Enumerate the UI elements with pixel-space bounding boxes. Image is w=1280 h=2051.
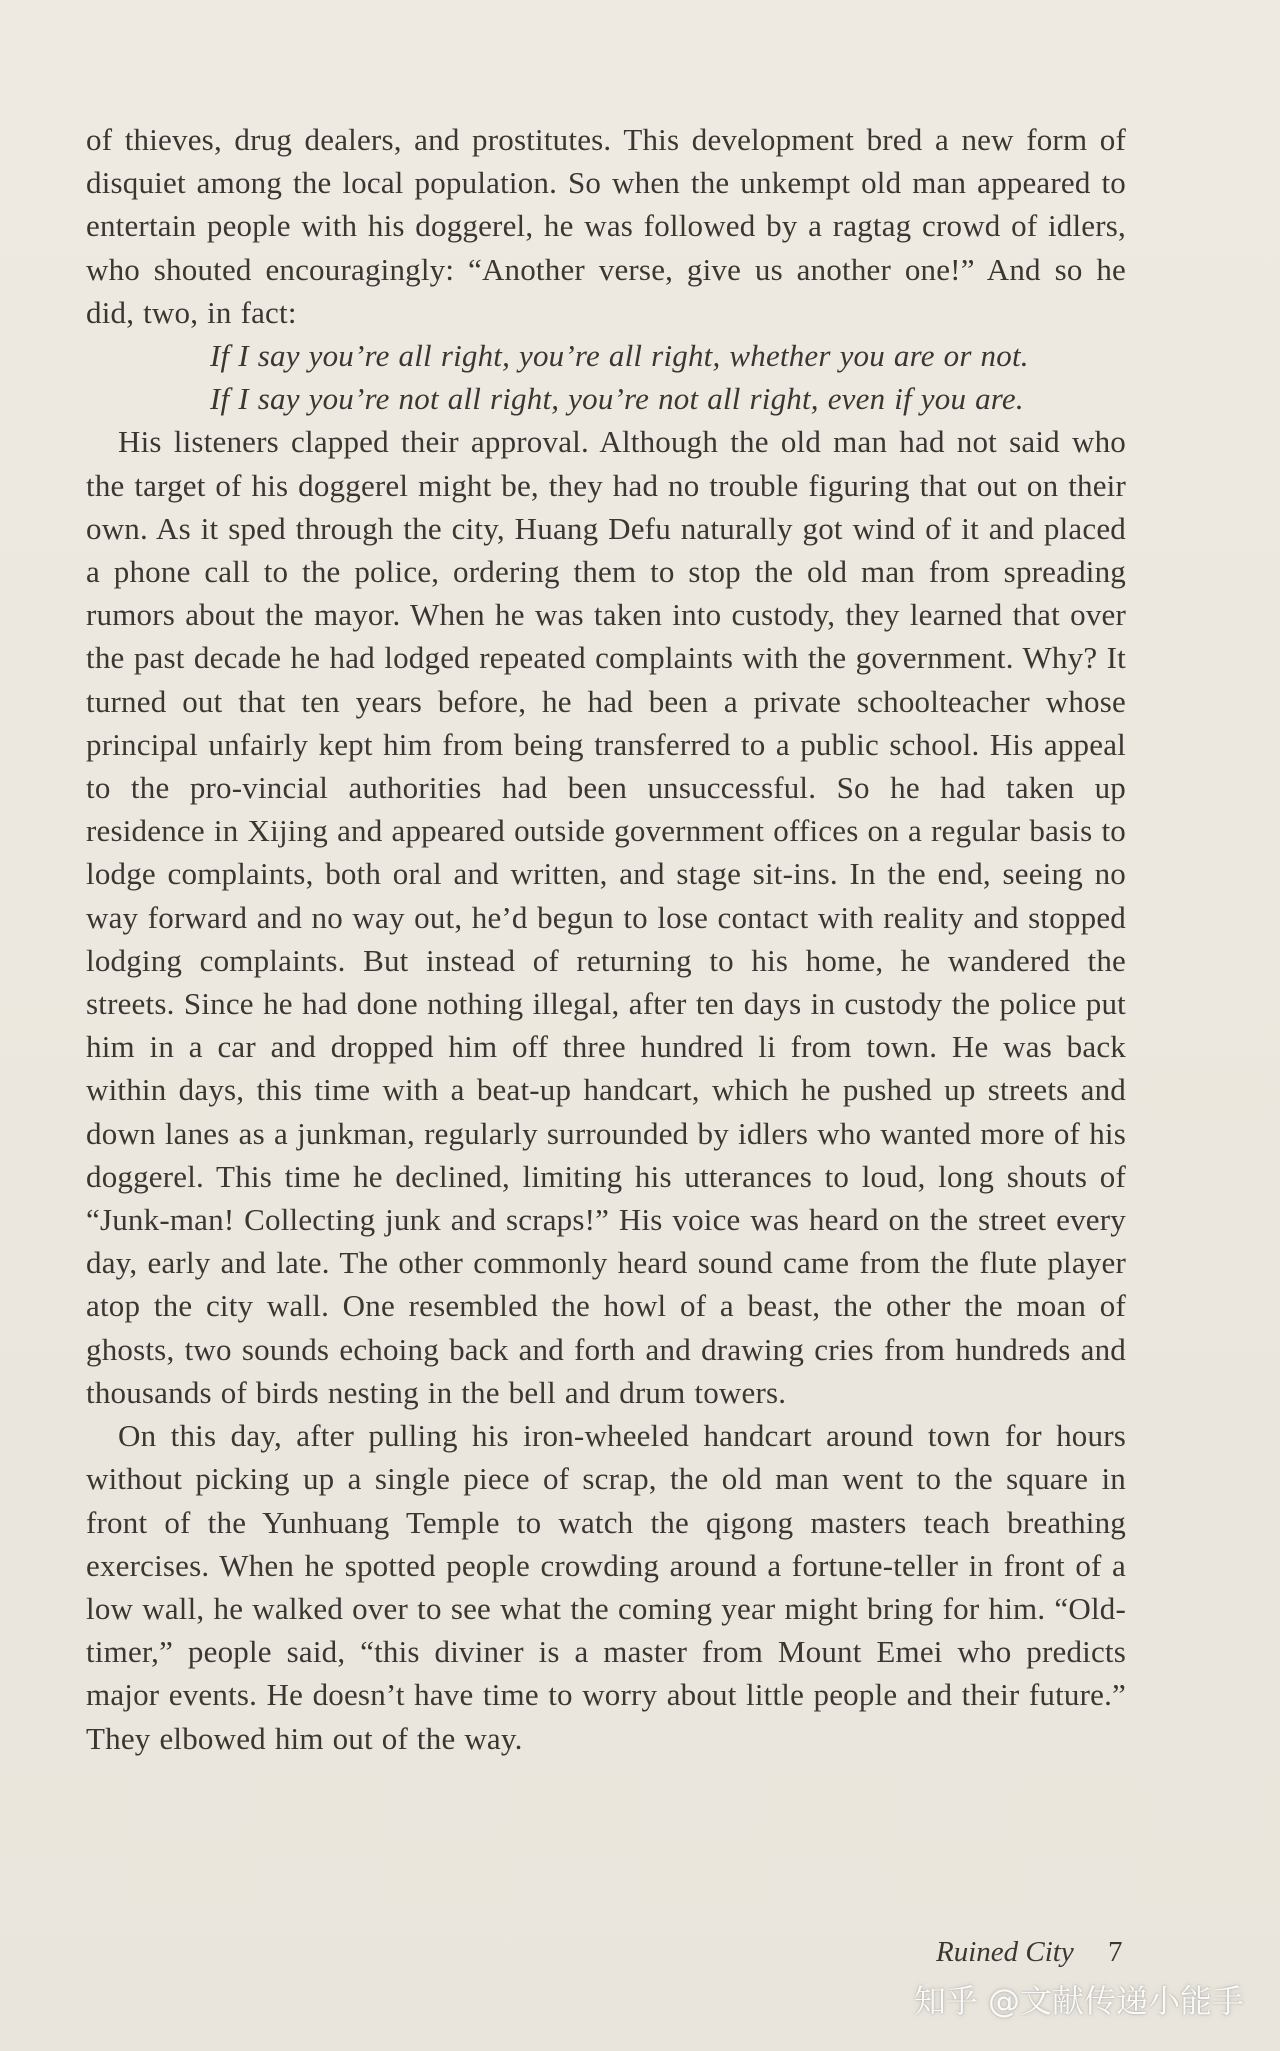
page-number: 7: [1108, 1936, 1123, 1968]
verse-line-1: If I say you’re all right, you’re all right, whether you are or not.: [210, 338, 1029, 374]
paragraph-3: On this day, after pulling his iron-wheeled handcart around town for hours without picking up a single piece of scrap, the old man went to the square in front of the Yunhuang Temple to watch the qigong masters teach breathing exercises. When he spotted people crowding around a fortune-teller in front of a low wall, he walked over to see what the coming year might bring for him. “Old-timer,” people said, “this diviner is a master from Mount Emei who predicts major events. He doesn’t have time to worry about little people and their future.” They elbowed him out of the way.: [86, 1418, 1126, 1756]
watermark-text: 知乎 @文献传递小能手: [913, 1982, 1244, 2020]
body-text: [86, 118, 1126, 1760]
paragraph-1: of thieves, drug dealers, and prostitutes. This development bred a new form of disquiet among the local population. So when the unkempt old man appeared to entertain people with his doggerel, he was followed by a ragtag crowd of idlers, who shouted encouragingly: “Another verse, give us another one!” And so he did, two, in fact:: [86, 122, 1126, 330]
verse-line-2: If I say you’re not all right, you’re not all right, even if you are.: [210, 381, 1024, 417]
paragraph-2: His listeners clapped their approval. Although the old man had not said who the target of his doggerel might be, they had no trouble figuring that out on their own. As it sped through the city, Huang Defu naturally got wind of it and placed a phone call to the police, ordering them to stop the old man from spreading rumors about the mayor. When he was taken into custody, they learned that over the past decade he had lodged repeated complaints with the government. Why? It turned out that ten years before, he had been a private schoolteacher whose principal unfairly kept him from being transferred to a public school. His appeal to the pro-vincial authorities had been unsuccessful. So he had taken up residence in Xijing and appeared outside government offices on a regular basis to lodge complaints, both oral and written, and stage sit-ins. In the end, seeing no way forward and no way out, he’d begun to lose contact with reality and stopped lodging complaints. But instead of returning to his home, he wandered the streets. Since he had done nothing illegal, after ten days in custody the police put him in a car and dropped him off three hundred li from town. He was back within days, this time with a beat-up handcart, which he pushed up streets and down lanes as a junkman, regularly surrounded by idlers who wanted more of his doggerel. This time he declined, limiting his utterances to loud, long shouts of “Junk-man! Collecting junk and scraps!” His voice was heard on the street every day, early and late. The other commonly heard sound came from the flute player atop the city wall. One resembled the howl of a beast, the other the moan of ghosts, two sounds echoing back and forth and drawing cries from hundreds and thousands of birds nesting in the bell and drum towers.: [86, 424, 1126, 1410]
running-title: Ruined City: [936, 1936, 1074, 1968]
